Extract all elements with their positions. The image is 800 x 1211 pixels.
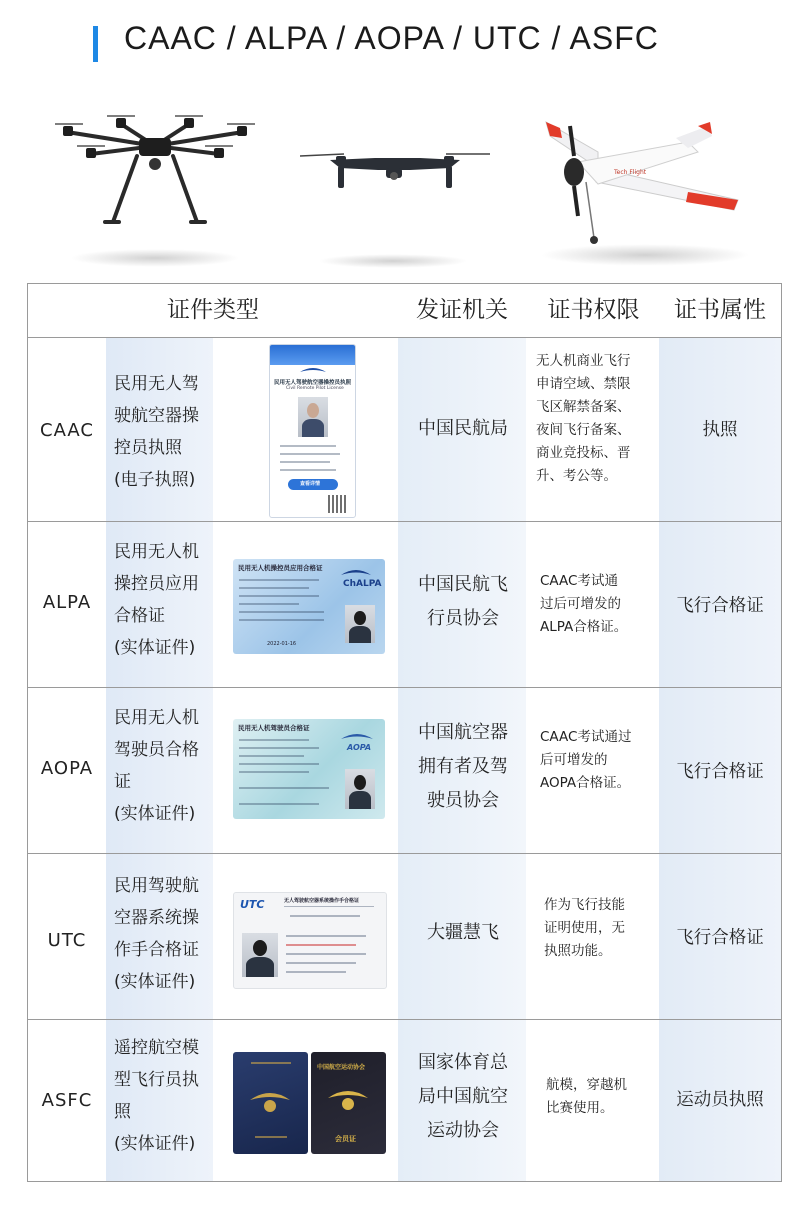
permission-line: 作为飞行技能 [544,897,625,913]
emblem-icon [328,1088,368,1114]
permission-line: 商业竞投标、晋 [536,445,631,461]
issuer [400,568,526,636]
cert-name-line: 民用无人机 [114,542,199,562]
airplane-shadow [540,244,750,266]
caac-logo-icon [300,366,326,376]
permission [536,350,656,488]
cert-name-line: 民用无人驾 [114,374,199,394]
utc-certificate-image [233,892,387,989]
cert-name-line: 驶航空器操 [114,406,199,426]
certificate-comparison-table [27,283,782,1182]
asfc-member-card-image [311,1052,386,1154]
cert-name-line: 作手合格证 [114,940,199,960]
issuer-line: 运动协会 [427,1120,499,1141]
issuer [400,916,526,950]
cert-photo [345,605,375,643]
member-card-label: 会员证 [335,1135,356,1143]
permission-line: 夜间飞行备案、 [536,422,631,438]
header-issuer: 发证机关 [416,297,508,323]
org-label: UTC [47,930,87,951]
alpa-certificate-image [233,559,385,654]
header-attribute: 证书属性 [674,297,766,323]
issuer [400,412,526,446]
cert-photo [242,933,278,977]
permission [540,726,660,795]
permission-line: 航模，穿越机 [546,1077,627,1093]
issuer-line: 局中国航空 [418,1086,508,1107]
title-accent-bar [93,26,98,62]
header-cert-type: 证件类型 [167,297,259,323]
org-label: ALPA [42,592,92,613]
issuer-line: 中国民航飞 [418,574,508,595]
cert-name [114,1032,216,1160]
asfc-passport-blue-image [233,1052,308,1154]
table-row [28,338,781,522]
emblem-icon [250,1090,290,1116]
view-details-label: 查看详情 [300,481,321,487]
permission-line: CAAC考试通过 [540,729,632,745]
cert-name [114,536,216,664]
cert-attribute: 飞行合格证 [676,928,764,948]
hexacopter-drone-image [55,112,255,232]
permission [546,1074,666,1120]
issuer-line: 中国民航局 [418,418,508,439]
permission-line: 执照功能。 [544,943,612,959]
issuer [400,1046,526,1148]
cert-attribute: 执照 [702,420,738,440]
cert-attribute: 飞行合格证 [676,596,764,616]
permission-line: ALPA合格证。 [540,619,628,635]
permission-line: 后可增发的 [540,752,608,768]
cert-name-line: 型飞行员执 [114,1070,199,1090]
cert-name [114,702,216,830]
cert-name-line: 民用无人机 [114,708,199,728]
permission [540,570,660,639]
cert-name-line: 遥控航空模 [114,1038,199,1058]
table-row [28,688,781,854]
issuer-line: 行员协会 [427,608,499,629]
license-title: 民用无人驾驶航空器操控员执照 [274,380,352,386]
cert-title: 民用无人机操控员应用合格证 [238,564,323,572]
permission-line: 申请空域、禁限 [536,376,631,392]
cert-name-line: (实体证件) [114,638,196,658]
page-title: CAAC / ALPA / AOPA / UTC / ASFC [124,20,659,56]
alpa-wing-icon [341,567,371,579]
column-divider [398,284,399,1181]
cert-attribute: 飞行合格证 [676,762,764,782]
issuer-line: 国家体育总 [418,1052,508,1073]
cert-name-line: 民用驾驶航 [114,876,199,896]
permission-line: 飞区解禁备案、 [536,399,631,415]
license-subtitle: Civil Remote Pilot License [286,386,344,391]
drone-shadow [70,249,240,267]
asfc-title: 中国航空运动协会 [317,1064,366,1071]
permission-line: AOPA合格证。 [540,775,631,791]
org-label: ASFC [41,1090,93,1111]
issuer [400,716,526,818]
permission-line: 比赛使用。 [546,1100,614,1116]
cert-name-line: 照 [114,1102,131,1122]
table-row [28,522,781,688]
aopa-wing-icon [341,731,373,743]
alpa-logo: ChALPA [343,579,382,589]
cert-name [114,870,216,998]
header-permission: 证书权限 [547,297,640,323]
table-row [28,854,781,1020]
cert-title: 无人驾驶航空器系统操作手合格证 [284,898,360,904]
cert-date: 2022-01-16 [267,641,297,647]
quadcopter-drone-image [300,146,490,194]
issuer-line: 大疆慧飞 [427,922,499,943]
permission-line: CAAC考试通 [540,573,618,589]
caac-electronic-license-image [269,344,356,518]
cert-photo [345,769,375,809]
permission-line: 过后可增发的 [540,596,621,612]
rc-model-airplane-image [538,112,743,247]
org-label: AOPA [40,758,94,779]
issuer-line: 驶员协会 [427,790,499,811]
wing-text: Tech Flight [614,169,647,176]
table-header [28,284,781,338]
org-label: CAAC [40,420,94,441]
table-row [28,1020,781,1181]
cert-name-line: 空器系统操 [114,908,199,928]
permission-line: 证明使用，无 [544,920,625,936]
cert-name-line: 操控员应用 [114,574,199,594]
aopa-logo: AOPA [347,743,372,752]
utc-logo: UTC [240,898,265,911]
permission-line: 无人机商业飞行 [536,353,631,369]
license-photo [298,397,328,437]
cert-name-line: 控员执照 [114,438,182,458]
cert-title: 民用无人机驾驶员合格证 [238,724,310,732]
issuer-line: 拥有者及驾 [418,756,508,777]
cert-name-line: 驾驶员合格 [114,740,199,760]
cert-name-line: (实体证件) [114,972,196,992]
permission-line: 升、考公等。 [536,468,617,484]
cert-name-line: 合格证 [114,606,165,626]
cert-name-line: (电子执照) [114,470,196,490]
cert-name-line: (实体证件) [114,804,196,824]
qr-code-icon [328,495,348,513]
aopa-certificate-image [233,719,385,819]
cert-name-line: (实体证件) [114,1134,196,1154]
cert-name [114,368,216,496]
permission [544,894,664,963]
cert-attribute: 运动员执照 [676,1090,764,1110]
cert-name-line: 证 [114,772,131,792]
issuer-line: 中国航空器 [418,722,508,743]
drone-shadow [318,254,468,268]
